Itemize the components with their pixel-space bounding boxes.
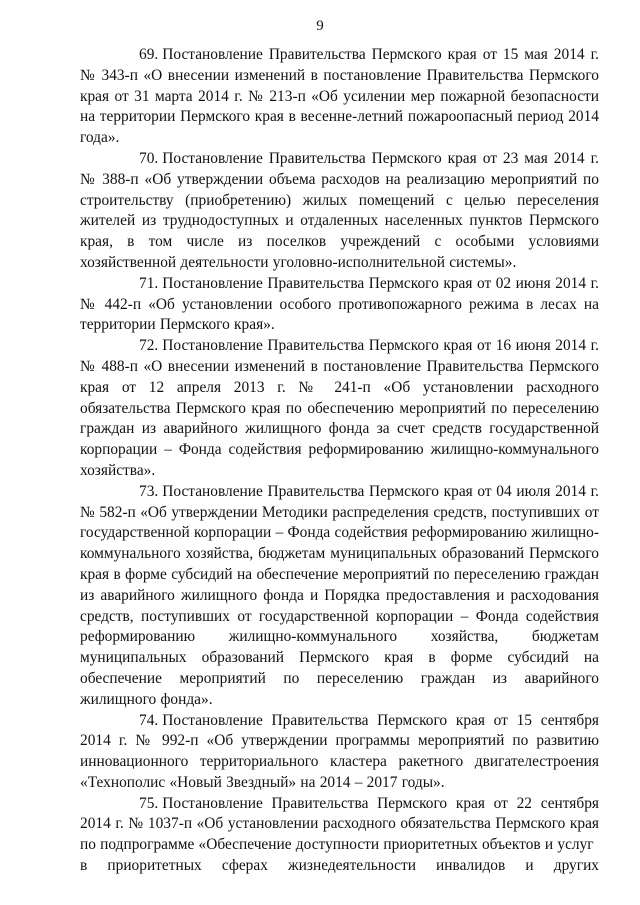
list-item [80, 482, 599, 711]
item-text: Постановление Правительства Пермского края от 15 мая 2014 г. № 343-п «О внесении изменений в постановление Правительства Пермского края от 31 марта 2014 г. № 213-п «Об усилении мер пожарной безопасности на территории Пермского края в весенне-летний пожароопасный период 2014 года». [80, 46, 599, 147]
item-number: 73. [139, 482, 159, 500]
item-text: Постановление Правительства Пермского края от 04 июля 2014 г. № 582-п «Об утверждении Методики распределения средств, поступивших от государственной корпорации – Фонда содействия реформированию жилищно-коммунального хозяйства, бюджетам муниципальных образований Пермского края в форме субсидий на обеспечение мероприятий по переселению граждан из аварийного жилищного фонда и Порядка предоставления и расходования средств, поступивших от государственной корпорации – Фонда содействия реформированию жилищно-коммунального хозяйства, бюджетам муниципальных образований Пермского края в форме субсидий на обеспечение мероприятий по переселению граждан из аварийного жилищного фонда». [80, 482, 599, 708]
list-item [80, 794, 599, 856]
item-number: 75. [139, 794, 159, 812]
list-item [80, 336, 599, 482]
trailing-word: других [553, 857, 599, 875]
item-text: Постановление Правительства Пермского края от 22 сентября 2014 г. № 1037-п «Об установлении расходного обязательства Пермского края по подпрограмме «Обеспечение доступности приоритетных объектов и услуг [80, 794, 599, 854]
trailing-word: приоритетных [107, 857, 202, 875]
trailing-word: и [525, 857, 534, 875]
list-item [80, 274, 599, 336]
document-body [80, 45, 599, 877]
trailing-word: инвалидов [436, 857, 506, 875]
trailing-word: сферах [221, 857, 268, 875]
page-number: 9 [316, 18, 324, 34]
item-text: Постановление Правительства Пермского края от 02 июня 2014 г. № 442-п «Об установлении особого противопожарного режима в лесах на территории Пермского края». [80, 274, 599, 334]
item-text: Постановление Правительства Пермского края от 23 мая 2014 г. № 388-п «Об утверждении объема расходов на реализацию мероприятий по строительству (приобретению) жилых помещений с целью переселения жителей из труднодоступных и отдаленных населенных пунктов Пермского края, в том числе из поселков учреждений с особыми условиями хозяйственной деятельности уголовно-исполнительной системы». [80, 149, 599, 271]
list-item [80, 45, 599, 149]
item-text: Постановление Правительства Пермского края от 15 сентября 2014 г. № 992-п «Об утверждении программы мероприятий по развитию инновационного территориального кластера ракетного двигателестроения «Технополис «Новый Звездный» на 2014 – 2017 годы». [80, 711, 599, 791]
trailing-word: в [80, 857, 88, 875]
item-text: Постановление Правительства Пермского края от 16 июня 2014 г. № 488-п «О внесении изменений в постановление Правительства Пермского края от 12 апреля 2013 г. № 241-п «Об установлении расходного обязательства Пермского края по обеспечению мероприятий по переселению граждан из аварийного жилищного фонда за счет средств государственной корпорации – Фонда содействия реформированию жилищно-коммунального хозяйства». [80, 337, 599, 479]
item-number: 72. [139, 337, 159, 355]
item-number: 74. [139, 711, 159, 729]
item-number: 70. [139, 149, 159, 167]
list-item [80, 149, 599, 274]
item-number: 69. [139, 46, 159, 63]
list-item [80, 711, 599, 794]
item-number: 71. [139, 274, 159, 292]
trailing-line [80, 856, 599, 877]
trailing-word: жизнедеятельности [288, 857, 416, 875]
